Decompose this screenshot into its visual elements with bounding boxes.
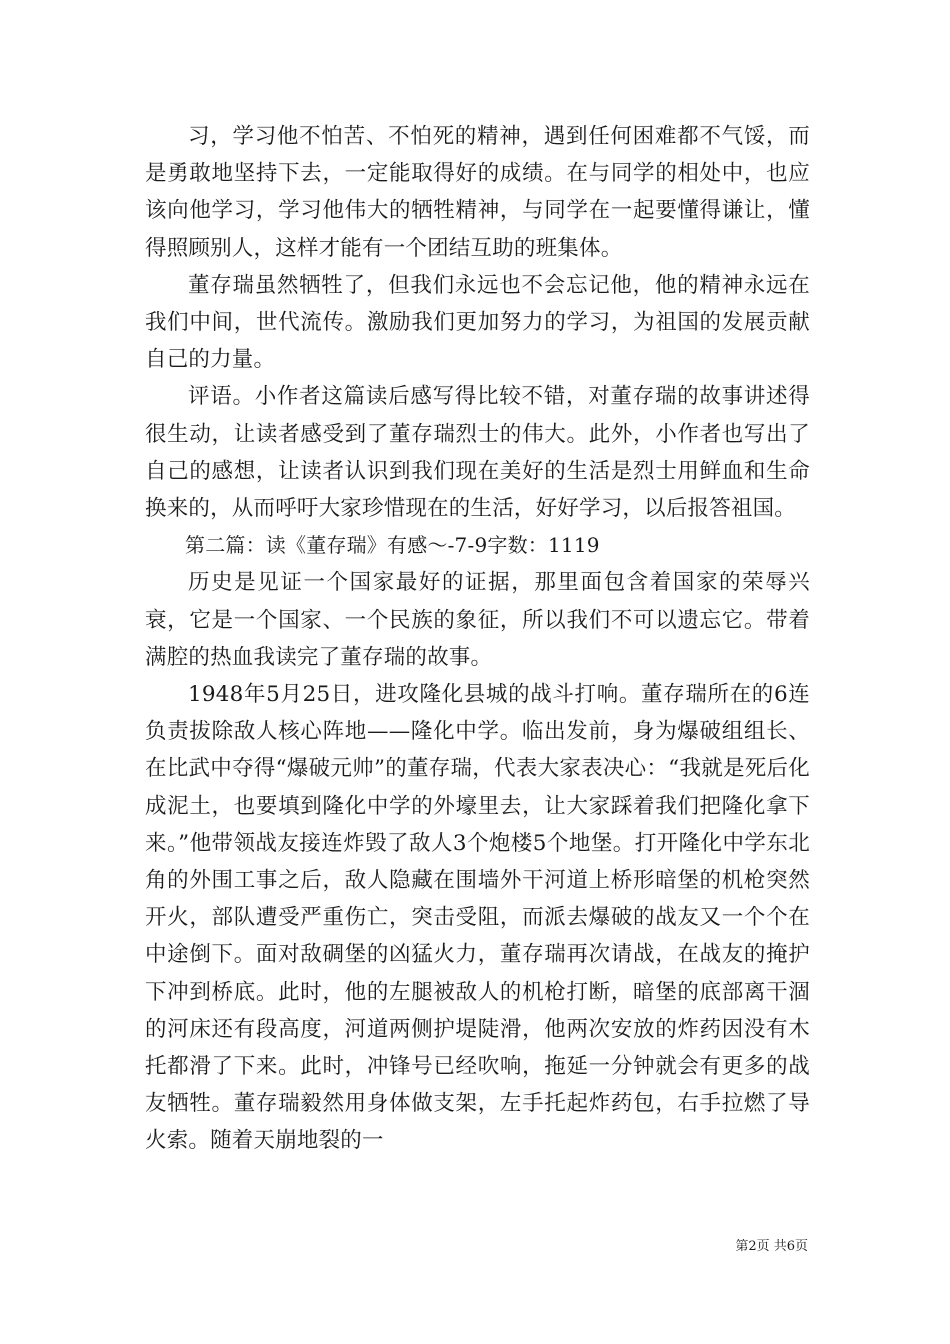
paragraph-history: 历史是见证一个国家最好的证据，那里面包含着国家的荣辱兴衰，它是一个国家、一个民族的象征，所以我们不可以遗忘它。带着满腔的热血我读完了董存瑞的故事。: [145, 570, 810, 670]
document-body: [145, 118, 810, 1160]
paragraph-comment: 评语。小作者这篇读后感写得比较不错，对董存瑞的故事讲述得很生动，让读者感受到了董存瑞烈士的伟大。此外，小作者也写出了自己的感想，让读者认识到我们现在美好的生活是烈士用鲜血和生命换来的，从而呼吁大家珍惜现在的生活，好好学习，以后报答祖国。: [145, 384, 810, 522]
paragraph-continuation: 习，学习他不怕苦、不怕死的精神，遇到任何困难都不气馁，而是勇敢地坚持下去，一定能取得好的成绩。在与同学的相处中，也应该向他学习，学习他伟大的牺牲精神，与同学在一起要懂得谦让，懂得照顾别人，这样才能有一个团结互助的班集体。: [145, 124, 810, 261]
paragraph-legacy: 董存瑞虽然牺牲了，但我们永远也不会忘记他，他的精神永远在我们中间，世代流传。激励我们更加努力的学习，为祖国的发展贡献自己的力量。: [145, 272, 810, 373]
page-number: 第2页 共6页: [735, 1239, 808, 1254]
section-heading: 第二篇：读《董存瑞》有感～-7-9字数：1119: [185, 533, 600, 558]
paragraph-battle: 1948年5月25日，进攻隆化县城的战斗打响。董存瑞所在的6连负责拔除敌人核心阵地——隆化中学。临出发前，身为爆破组组长、在比武中夺得“爆破元帅”的董存瑞，代表大家表决心：“我就是死后化成泥土，也要填到隆化中学的外壕里去，让大家踩着我们把隆化拿下来。”他带领战友接连炸毁了敌人3个炮楼5个地堡。打开隆化中学东北角的外围工事之后，敌人隐藏在围墙外干河道上桥形暗堡的机枪突然开火，部队遭受严重伤亡，突击受阻，而派去爆破的战友又一个个在中途倒下。面对敌碉堡的凶猛火力，董存瑞再次请战，在战友的掩护下冲到桥底。此时，他的左腿被敌人的机枪打断，暗堡的底部离干涸的河床还有段高度，河道两侧护堤陡滑，他两次安放的炸药因没有木托都滑了下来。此时，冲锋号已经吹响，拖延一分钟就会有更多的战友牺牲。董存瑞毅然用身体做支架，左手托起炸药包，右手拉燃了导火索。随着天崩地裂的一: [145, 682, 810, 1154]
page-footer: [0, 1238, 950, 1256]
